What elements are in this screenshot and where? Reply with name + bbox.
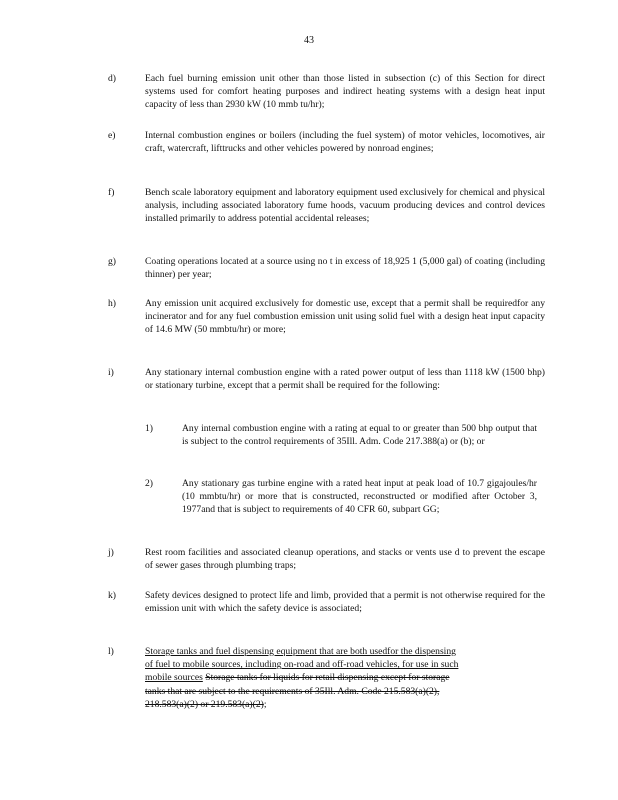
item-text: Any emission unit acquired exclusively for domestic use, except that a permit shall be requiredfor any incinerator and for any fuel combustion emission unit using solid fuel with a design heat input capacity of 14.6 MW (50 mmbtu/hr) or more; xyxy=(145,298,545,336)
sub-item-text: Any stationary gas turbine engine with a rated heat input at peak load of 10.7 gigajoules/hr (10 mmbtu/hr) or more that is constructed, reconstructed or modified after October 3, 1977and that is subject to requirements of 40 CFR 60, subpart GG; xyxy=(182,478,537,516)
item-label: l) xyxy=(108,646,114,657)
deleted-text: Storage tanks for liquids for retail dispensing except for storage xyxy=(205,672,450,684)
sub-item-text: Any internal combustion engine with a rating at equal to or greater than 500 bhp output that is subject to the control requirements of 35Ill. Adm. Code 217.388(a) or (b); or xyxy=(182,423,537,448)
line-end-punctuation: ; xyxy=(263,698,267,710)
item-text: Each fuel burning emission unit other than those listed in subsection (c) of this Section for direct systems used for comfort heating purposes and indirect heating systems with a design heat input capacity of less than 2930 kW (10 mmb tu/hr); xyxy=(145,73,545,111)
item-text: Coating operations located at a source using no t in excess of 18,925 1 (5,000 gal) of coating (including thinner) per year; xyxy=(145,256,545,281)
amended-item-text xyxy=(145,645,545,711)
deleted-text: tanks that are subject to the requirements of 35Ill. Adm. Code 215.583(a)(2), xyxy=(145,685,440,697)
item-label: h) xyxy=(108,298,116,309)
item-text: Safety devices designed to protect life and limb, provided that a permit is not otherwise required for the emission unit with which the safety device is associated; xyxy=(145,590,545,615)
item-label: f) xyxy=(108,187,115,198)
item-label: g) xyxy=(108,256,116,267)
inserted-text: mobile sources xyxy=(145,672,203,684)
sub-item-label: 2) xyxy=(145,478,153,489)
item-text: Rest room facilities and associated cleanup operations, and stacks or vents use d to prevent the escape of sewer gases through plumbing traps; xyxy=(145,547,545,572)
item-label: j) xyxy=(108,547,114,558)
item-text: Any stationary internal combustion engine with a rated power output of less than 1118 kW (1500 bhp) or stationary turbine, except that a permit shall be required for the following: xyxy=(145,367,545,392)
item-label: e) xyxy=(108,130,116,141)
deleted-text: 218.583(a)(2) or 219.583(a)(2) xyxy=(145,698,264,710)
item-text: Internal combustion engines or boilers (including the fuel system) of motor vehicles, locomotives, air craft, watercraft, lifttrucks and other vehicles powered by nonroad engines; xyxy=(145,130,545,155)
item-label: k) xyxy=(108,590,116,601)
sub-item-label: 1) xyxy=(145,423,153,434)
inserted-text: Storage tanks and fuel dispensing equipment that are both usedfor the dispensing xyxy=(145,646,456,657)
inserted-text: of fuel to mobile sources, including on-road and off-road vehicles, for use in such xyxy=(145,659,459,671)
page-number: 43 xyxy=(304,35,314,46)
item-label: i) xyxy=(108,367,114,378)
item-label: d) xyxy=(108,73,116,84)
item-text: Bench scale laboratory equipment and laboratory equipment used exclusively for chemical and physical analysis, including associated laboratory fume hoods, vacuum producing devices and control devices installed primarily to address potential accidental releases; xyxy=(145,187,545,225)
